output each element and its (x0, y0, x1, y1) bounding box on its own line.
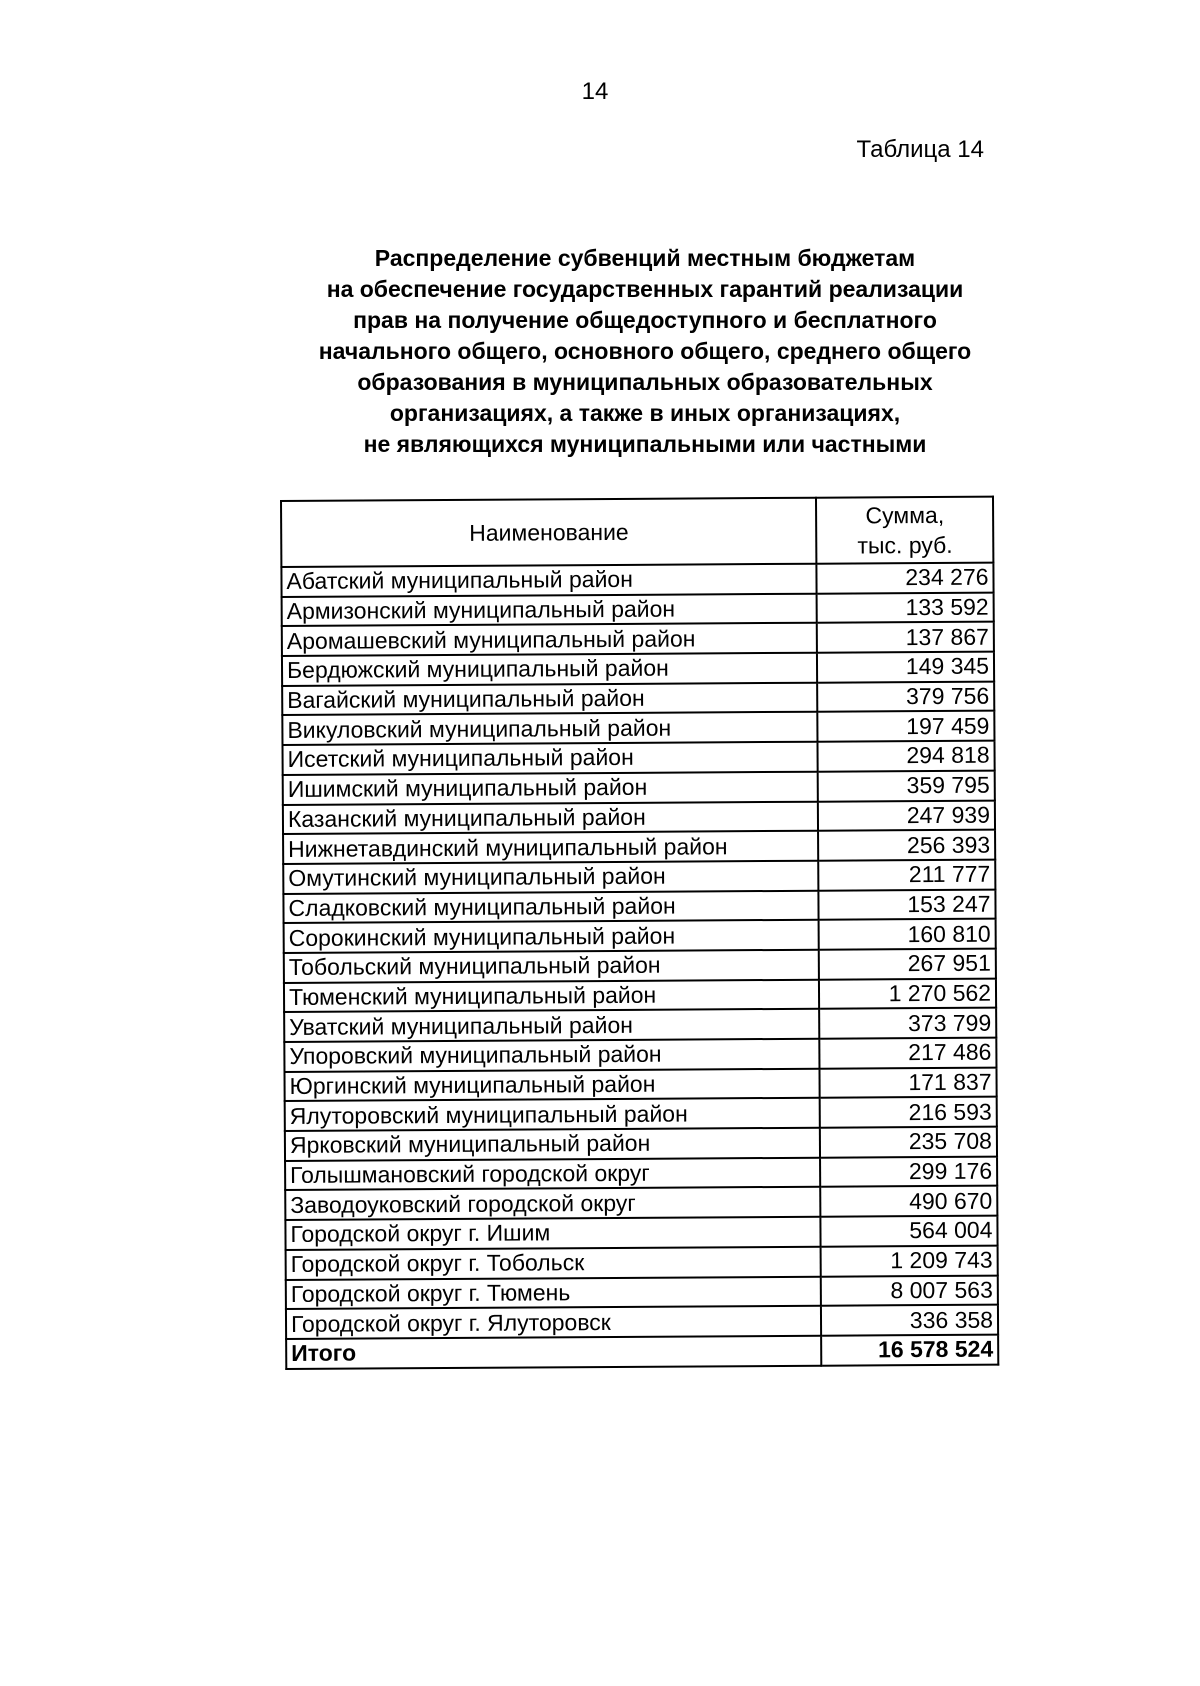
district-name-cell: Казанский муниципальный район (283, 801, 819, 834)
table-row (282, 741, 994, 775)
district-name-cell: Уватский муниципальный район (284, 1009, 820, 1042)
district-name-cell: Омутинский муниципальный район (283, 861, 819, 894)
district-name-cell: Ярковский муниципальный район (285, 1128, 821, 1161)
table-row (283, 889, 995, 923)
table-row (285, 1127, 997, 1161)
column-header-sum-line1: Сумма, (865, 501, 945, 529)
district-name-cell: Абатский муниципальный район (281, 564, 817, 597)
table-row (281, 563, 993, 597)
amount-cell: 564 004 (821, 1216, 998, 1247)
amount-cell: 490 670 (821, 1186, 998, 1217)
amount-cell: 235 708 (820, 1127, 997, 1158)
table-row (284, 1067, 996, 1101)
subvention-table (280, 496, 999, 1370)
district-name-cell: Городской округ г. Ишим (285, 1217, 821, 1250)
amount-cell: 197 459 (818, 711, 995, 742)
amount-cell: 160 810 (819, 919, 996, 950)
table-row (286, 1275, 998, 1309)
table-row (282, 681, 994, 715)
table-row (285, 1097, 997, 1131)
amount-cell: 217 486 (820, 1038, 997, 1069)
amount-cell: 247 939 (818, 800, 995, 831)
district-name-cell: Вагайский муниципальный район (282, 682, 818, 715)
total-row (286, 1335, 998, 1369)
table-row (286, 1305, 998, 1339)
table-header-row (281, 497, 993, 567)
title-line: не являющихся муниципальными или частными (363, 431, 927, 457)
table-row (283, 860, 995, 894)
amount-cell: 171 837 (820, 1067, 997, 1098)
district-name-cell: Тюменский муниципальный район (284, 979, 820, 1012)
district-name-cell: Заводоуковский городской округ (285, 1187, 821, 1220)
title-line: прав на получение общедоступного и бесплатного (353, 307, 937, 333)
amount-cell: 373 799 (820, 1008, 997, 1039)
table-row (282, 592, 994, 626)
amount-cell: 216 593 (820, 1097, 997, 1128)
table-row (284, 1038, 996, 1072)
title-line: Распределение субвенций местным бюджетам (374, 245, 916, 271)
table-row (284, 919, 996, 953)
table-row (286, 1245, 998, 1279)
amount-cell: 359 795 (818, 770, 995, 801)
title-line: на обеспечение государственных гарантий реализации (326, 276, 964, 302)
column-header-sum-line2: тыс. руб. (857, 531, 953, 559)
table-label: Таблица 14 (856, 136, 984, 163)
table-row (284, 949, 996, 983)
district-name-cell: Армизонский муниципальный район (282, 593, 818, 626)
table-row (284, 1008, 996, 1042)
total-label-cell: Итого (286, 1336, 822, 1369)
district-name-cell: Аромашевский муниципальный район (282, 623, 818, 656)
district-name-cell: Сладковский муниципальный район (283, 890, 819, 923)
amount-cell: 267 951 (819, 949, 996, 980)
district-name-cell: Городской округ г. Ялуторовск (286, 1306, 822, 1339)
amount-cell: 336 358 (821, 1305, 998, 1336)
district-name-cell: Голышмановский городской округ (285, 1157, 821, 1190)
table-row (283, 800, 995, 834)
table-body (281, 563, 998, 1369)
district-name-cell: Сорокинский муниципальный район (284, 920, 820, 953)
table-row (285, 1156, 997, 1190)
amount-cell: 133 592 (817, 592, 994, 623)
district-name-cell: Исетский муниципальный район (282, 742, 818, 775)
district-name-cell: Нижнетавдинский муниципальный район (283, 831, 819, 864)
column-header-name: Наименование (281, 498, 817, 567)
table-row (284, 978, 996, 1012)
page-number: 14 (581, 78, 609, 105)
district-name-cell: Бердюжский муниципальный район (282, 653, 818, 686)
amount-cell: 379 756 (818, 681, 995, 712)
district-name-cell: Викуловский муниципальный район (282, 712, 818, 745)
table-row (285, 1186, 997, 1220)
district-name-cell: Городской округ г. Тюмень (286, 1276, 822, 1309)
title-line: образования в муниципальных образовательных (357, 369, 933, 395)
amount-cell: 137 867 (817, 622, 994, 653)
district-name-cell: Тобольский муниципальный район (284, 950, 820, 983)
amount-cell: 149 345 (817, 652, 994, 683)
district-name-cell: Упоровский муниципальный район (284, 1039, 820, 1072)
amount-cell: 234 276 (817, 563, 994, 594)
amount-cell: 299 176 (821, 1156, 998, 1187)
district-name-cell: Ишимский муниципальный район (283, 772, 819, 805)
title-line: начального общего, основного общего, среднего общего (318, 338, 972, 364)
district-name-cell: Ялуторовский муниципальный район (285, 1098, 821, 1131)
amount-cell: 211 777 (819, 860, 996, 891)
document-title (0, 243, 1200, 460)
table-row (282, 652, 994, 686)
table-row (283, 830, 995, 864)
total-amount-cell: 16 578 524 (822, 1335, 999, 1366)
district-name-cell: Городской округ г. Тобольск (286, 1247, 822, 1280)
amount-cell: 256 393 (819, 830, 996, 861)
amount-cell: 1 209 743 (821, 1245, 998, 1276)
amount-cell: 153 247 (819, 889, 996, 920)
table-row (283, 770, 995, 804)
amount-cell: 1 270 562 (819, 978, 996, 1009)
amount-cell: 294 818 (818, 741, 995, 772)
amount-cell: 8 007 563 (821, 1275, 998, 1306)
table-row (282, 622, 994, 656)
title-line: организациях, а также в иных организациях, (389, 400, 901, 426)
table-row (282, 711, 994, 745)
column-header-sum (816, 497, 993, 564)
district-name-cell: Юргинский муниципальный район (284, 1068, 820, 1101)
table-row (285, 1216, 997, 1250)
